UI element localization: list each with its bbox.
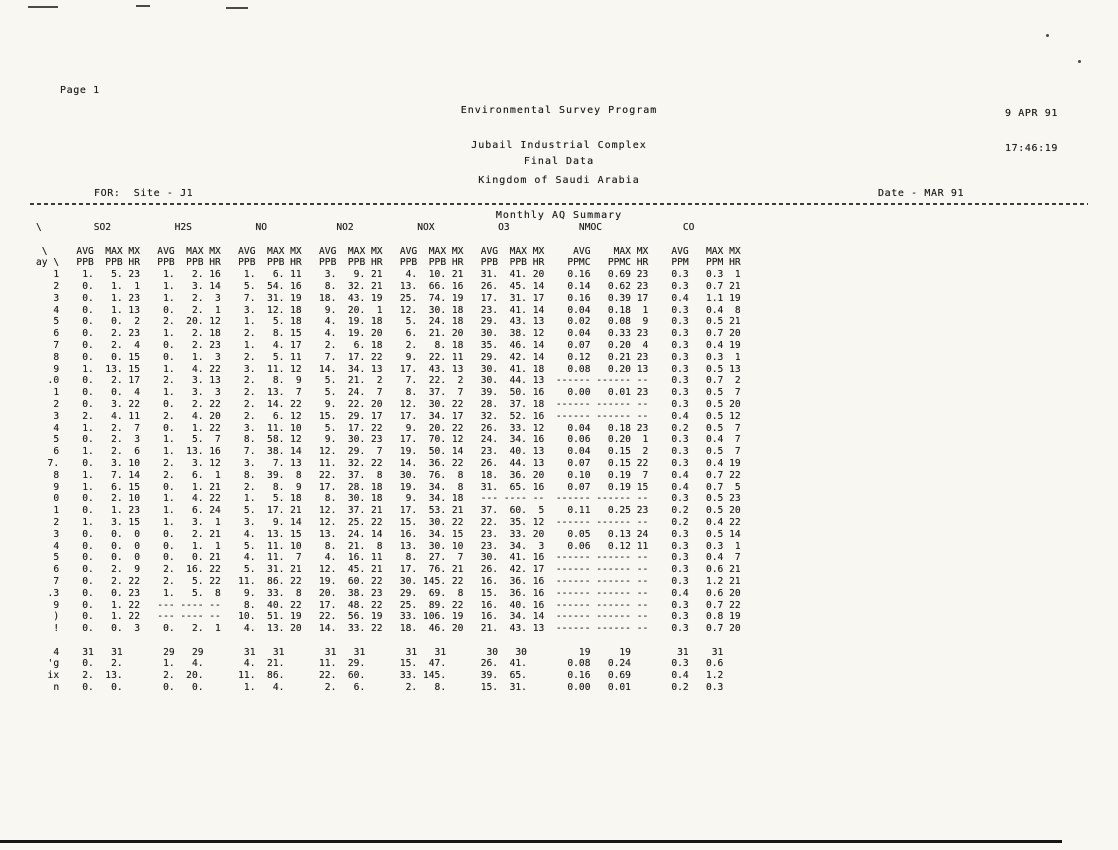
table-spacer	[36, 234, 741, 246]
table-spacer	[36, 635, 741, 647]
site-label: FOR: Site - J1	[94, 188, 194, 199]
table-row: ! 0. 0. 3 0. 2. 1 4. 13. 20 14. 33. 22 18. 46. 20 21. 43. 13 ------ ------ -- 0.3 0.7 20	[36, 623, 741, 635]
summary-row: 4 31 31 29 29 31 31 31 31 31 31 30 30 19 19 31 31	[36, 646, 741, 658]
table-row: 2 0. 3. 22 0. 2. 22 2. 14. 22 9. 22. 20 12. 30. 22 28. 37. 18 ------ ------ -- 0.3 0.5 20	[36, 398, 741, 410]
table-row: 8 0. 0. 15 0. 1. 3 2. 5. 11 7. 17. 22 9. 22. 11 29. 42. 14 0.12 0.21 23 0.3 0.3 1	[36, 351, 741, 363]
scan-artifact	[136, 5, 150, 7]
table-header-units-bottom: ay \ PPB PPB HR PPB PPB HR PPB PPB HR PPB PPB HR PPB PPB HR PPB PPB HR PPMC PPMC HR PPM PPM HR	[36, 257, 741, 269]
print-date: 9 APR 91	[1005, 108, 1058, 120]
table-header-pollutants: \ SO2 H2S NO NO2 NOX O3 NMOC CO	[36, 222, 741, 233]
table-row: 7 0. 2. 4 0. 2. 23 1. 4. 17 2. 6. 18 2. 8. 18 35. 46. 14 0.07 0.20 4 0.3 0.4 19	[36, 339, 741, 351]
summary-row: 'g 0. 2. 1. 4. 4. 21. 11. 29. 15. 47. 26. 41. 0.08 0.24 0.3 0.6	[36, 658, 741, 670]
page-number: Page 1	[60, 85, 100, 96]
table-row: 6 0. 2. 9 2. 16. 22 5. 31. 21 12. 45. 21 17. 76. 21 26. 42. 17 ------ ------ -- 0.3 0.6 21	[36, 564, 741, 576]
table-row: 7 0. 2. 22 2. 5. 22 11. 86. 22 19. 60. 22 30. 145. 22 16. 36. 16 ------ ------ -- 0.3 1.2 21	[36, 575, 741, 587]
summary-row: ix 2. 13. 2. 20. 11. 86. 22. 60. 33. 145. 39. 65. 0.16 0.69 0.4 1.2	[36, 670, 741, 682]
table-row: 5 0. 2. 3 1. 5. 7 8. 58. 12 9. 30. 23 17. 70. 12 24. 34. 16 0.06 0.20 1 0.3 0.4 7	[36, 434, 741, 446]
table-row: 4 1. 2. 7 0. 1. 22 3. 11. 10 5. 17. 22 9. 20. 22 26. 33. 12 0.04 0.18 23 0.2 0.5 7	[36, 422, 741, 434]
table-row: 3 2. 4. 11 2. 4. 20 2. 6. 12 15. 29. 17 17. 34. 17 32. 52. 16 ------ ------ -- 0.4 0.5 12	[36, 410, 741, 422]
table-row: 9 1. 6. 15 0. 1. 21 2. 8. 9 17. 28. 18 19. 34. 8 31. 65. 16 0.07 0.19 15 0.4 0.7 5	[36, 481, 741, 493]
table-row: 1 0. 1. 23 1. 6. 24 5. 17. 21 12. 37. 21 17. 53. 21 37. 60. 5 0.11 0.25 23 0.2 0.5 20	[36, 505, 741, 517]
table-row: 3 0. 0. 0 0. 2. 21 4. 13. 15 13. 24. 14 16. 34. 15 23. 33. 20 0.05 0.13 24 0.3 0.5 14	[36, 528, 741, 540]
table-row: 9 0. 1. 22 --- ---- -- 8. 40. 22 17. 48. 22 25. 89. 22 16. 40. 16 ------ ------ -- 0.3 0.7 22	[36, 599, 741, 611]
table-row: 3 0. 1. 23 1. 2. 3 7. 31. 19 18. 43. 19 25. 74. 19 17. 31. 17 0.16 0.39 17 0.4 1.1 19	[36, 292, 741, 304]
table-row: 7. 0. 3. 10 2. 3. 12 3. 7. 13 11. 32. 22 14. 36. 22 26. 44. 13 0.07 0.15 22 0.3 0.4 19	[36, 457, 741, 469]
table-row: 1 1. 5. 23 1. 2. 16 1. 6. 11 3. 9. 21 4. 10. 21 31. 41. 20 0.16 0.69 23 0.3 0.3 1	[36, 269, 741, 281]
final-data-label: Final Data	[523, 156, 595, 167]
table-row: ) 0. 1. 22 --- ---- -- 10. 51. 19 22. 56. 19 33. 106. 19 16. 34. 14 ------ ------ -- 0.3 0.8 19	[36, 611, 741, 623]
table-row: 1 0. 0. 4 1. 3. 3 2. 13. 7 5. 24. 7 8. 37. 7 39. 50. 16 0.00 0.01 23 0.3 0.5 7	[36, 387, 741, 399]
table-row: 5 0. 0. 2 2. 20. 12 1. 5. 18 4. 19. 18 5. 24. 18 29. 43. 13 0.02 0.08 9 0.3 0.5 21	[36, 316, 741, 328]
scan-artifact	[226, 7, 248, 9]
title-line-program: Environmental Survey Program	[460, 105, 658, 117]
table-header-units-top: \ AVG MAX MX AVG MAX MX AVG MAX MX AVG MAX MX AVG MAX MX AVG MAX MX AVG MAX MX AVG MAX MX	[36, 245, 741, 257]
title-line-complex: Jubail Industrial Complex	[471, 139, 647, 151]
print-time: 17:46:19	[1005, 142, 1058, 154]
table-row: .3 0. 0. 23 1. 5. 8 9. 33. 8 20. 38. 23 29. 69. 8 15. 36. 16 ------ ------ -- 0.4 0.6 20	[36, 587, 741, 599]
dashed-separator	[30, 203, 1088, 205]
scan-artifact	[1046, 34, 1049, 37]
table-row: 5 0. 0. 0 0. 0. 21 4. 11. 7 4. 16. 11 8. 27. 7 30. 41. 16 ------ ------ -- 0.3 0.4 7	[36, 552, 741, 564]
date-label: Date - MAR 91	[878, 188, 965, 199]
summary-row: n 0. 0. 0. 0. 1. 4. 2. 6. 2. 8. 15. 31. 0.00 0.01 0.2 0.3	[36, 682, 741, 694]
aq-summary-table	[36, 222, 741, 694]
table-row: 2 0. 1. 1 1. 3. 14 5. 54. 16 8. 32. 21 13. 66. 16 26. 45. 14 0.14 0.62 23 0.3 0.7 21	[36, 280, 741, 292]
table-row: 4 0. 0. 0 0. 1. 1 5. 11. 10 8. 21. 8 13. 30. 10 23. 34. 3 0.06 0.12 11 0.3 0.3 1	[36, 540, 741, 552]
table-row: 0 0. 2. 10 1. 4. 22 1. 5. 18 8. 30. 18 9. 34. 18 --- ---- -- ------ ------ -- 0.3 0.5 23	[36, 493, 741, 505]
table-row: 4 0. 1. 13 0. 2. 1 3. 12. 18 9. 20. 1 12. 30. 18 23. 41. 14 0.04 0.18 1 0.3 0.4 8	[36, 304, 741, 316]
table-row: 6 0. 2. 23 1. 2. 18 2. 8. 15 4. 19. 20 6. 21. 20 30. 38. 12 0.04 0.33 23 0.3 0.7 20	[36, 328, 741, 340]
table-row: 2 1. 3. 15 1. 3. 1 3. 9. 14 12. 25. 22 15. 30. 22 22. 35. 12 ------ ------ -- 0.2 0.4 22	[36, 516, 741, 528]
print-datetime	[1005, 85, 1058, 178]
table-row: .0 0. 2. 17 2. 3. 13 2. 8. 9 5. 21. 2 7. 22. 2 30. 44. 13 ------ ------ -- 0.3 0.7 2	[36, 375, 741, 387]
title-line-summary: Monthly AQ Summary	[495, 209, 623, 221]
table-row: 9 1. 13. 15 1. 4. 22 3. 11. 12 14. 34. 13 17. 43. 13 30. 41. 18 0.08 0.20 13 0.3 0.5 13	[36, 363, 741, 375]
table-row: 8 1. 7. 14 2. 6. 1 8. 39. 8 22. 37. 8 30. 76. 8 18. 36. 20 0.10 0.19 7 0.4 0.7 22	[36, 469, 741, 481]
scan-artifact	[1078, 60, 1081, 63]
title-line-kingdom: Kingdom of Saudi Arabia	[478, 174, 640, 186]
page-edge-line	[0, 840, 1062, 843]
table-row: 6 1. 2. 6 1. 13. 16 7. 38. 14 12. 29. 7 19. 50. 14 23. 40. 13 0.04 0.15 2 0.3 0.5 7	[36, 446, 741, 458]
scan-artifact	[28, 6, 58, 8]
